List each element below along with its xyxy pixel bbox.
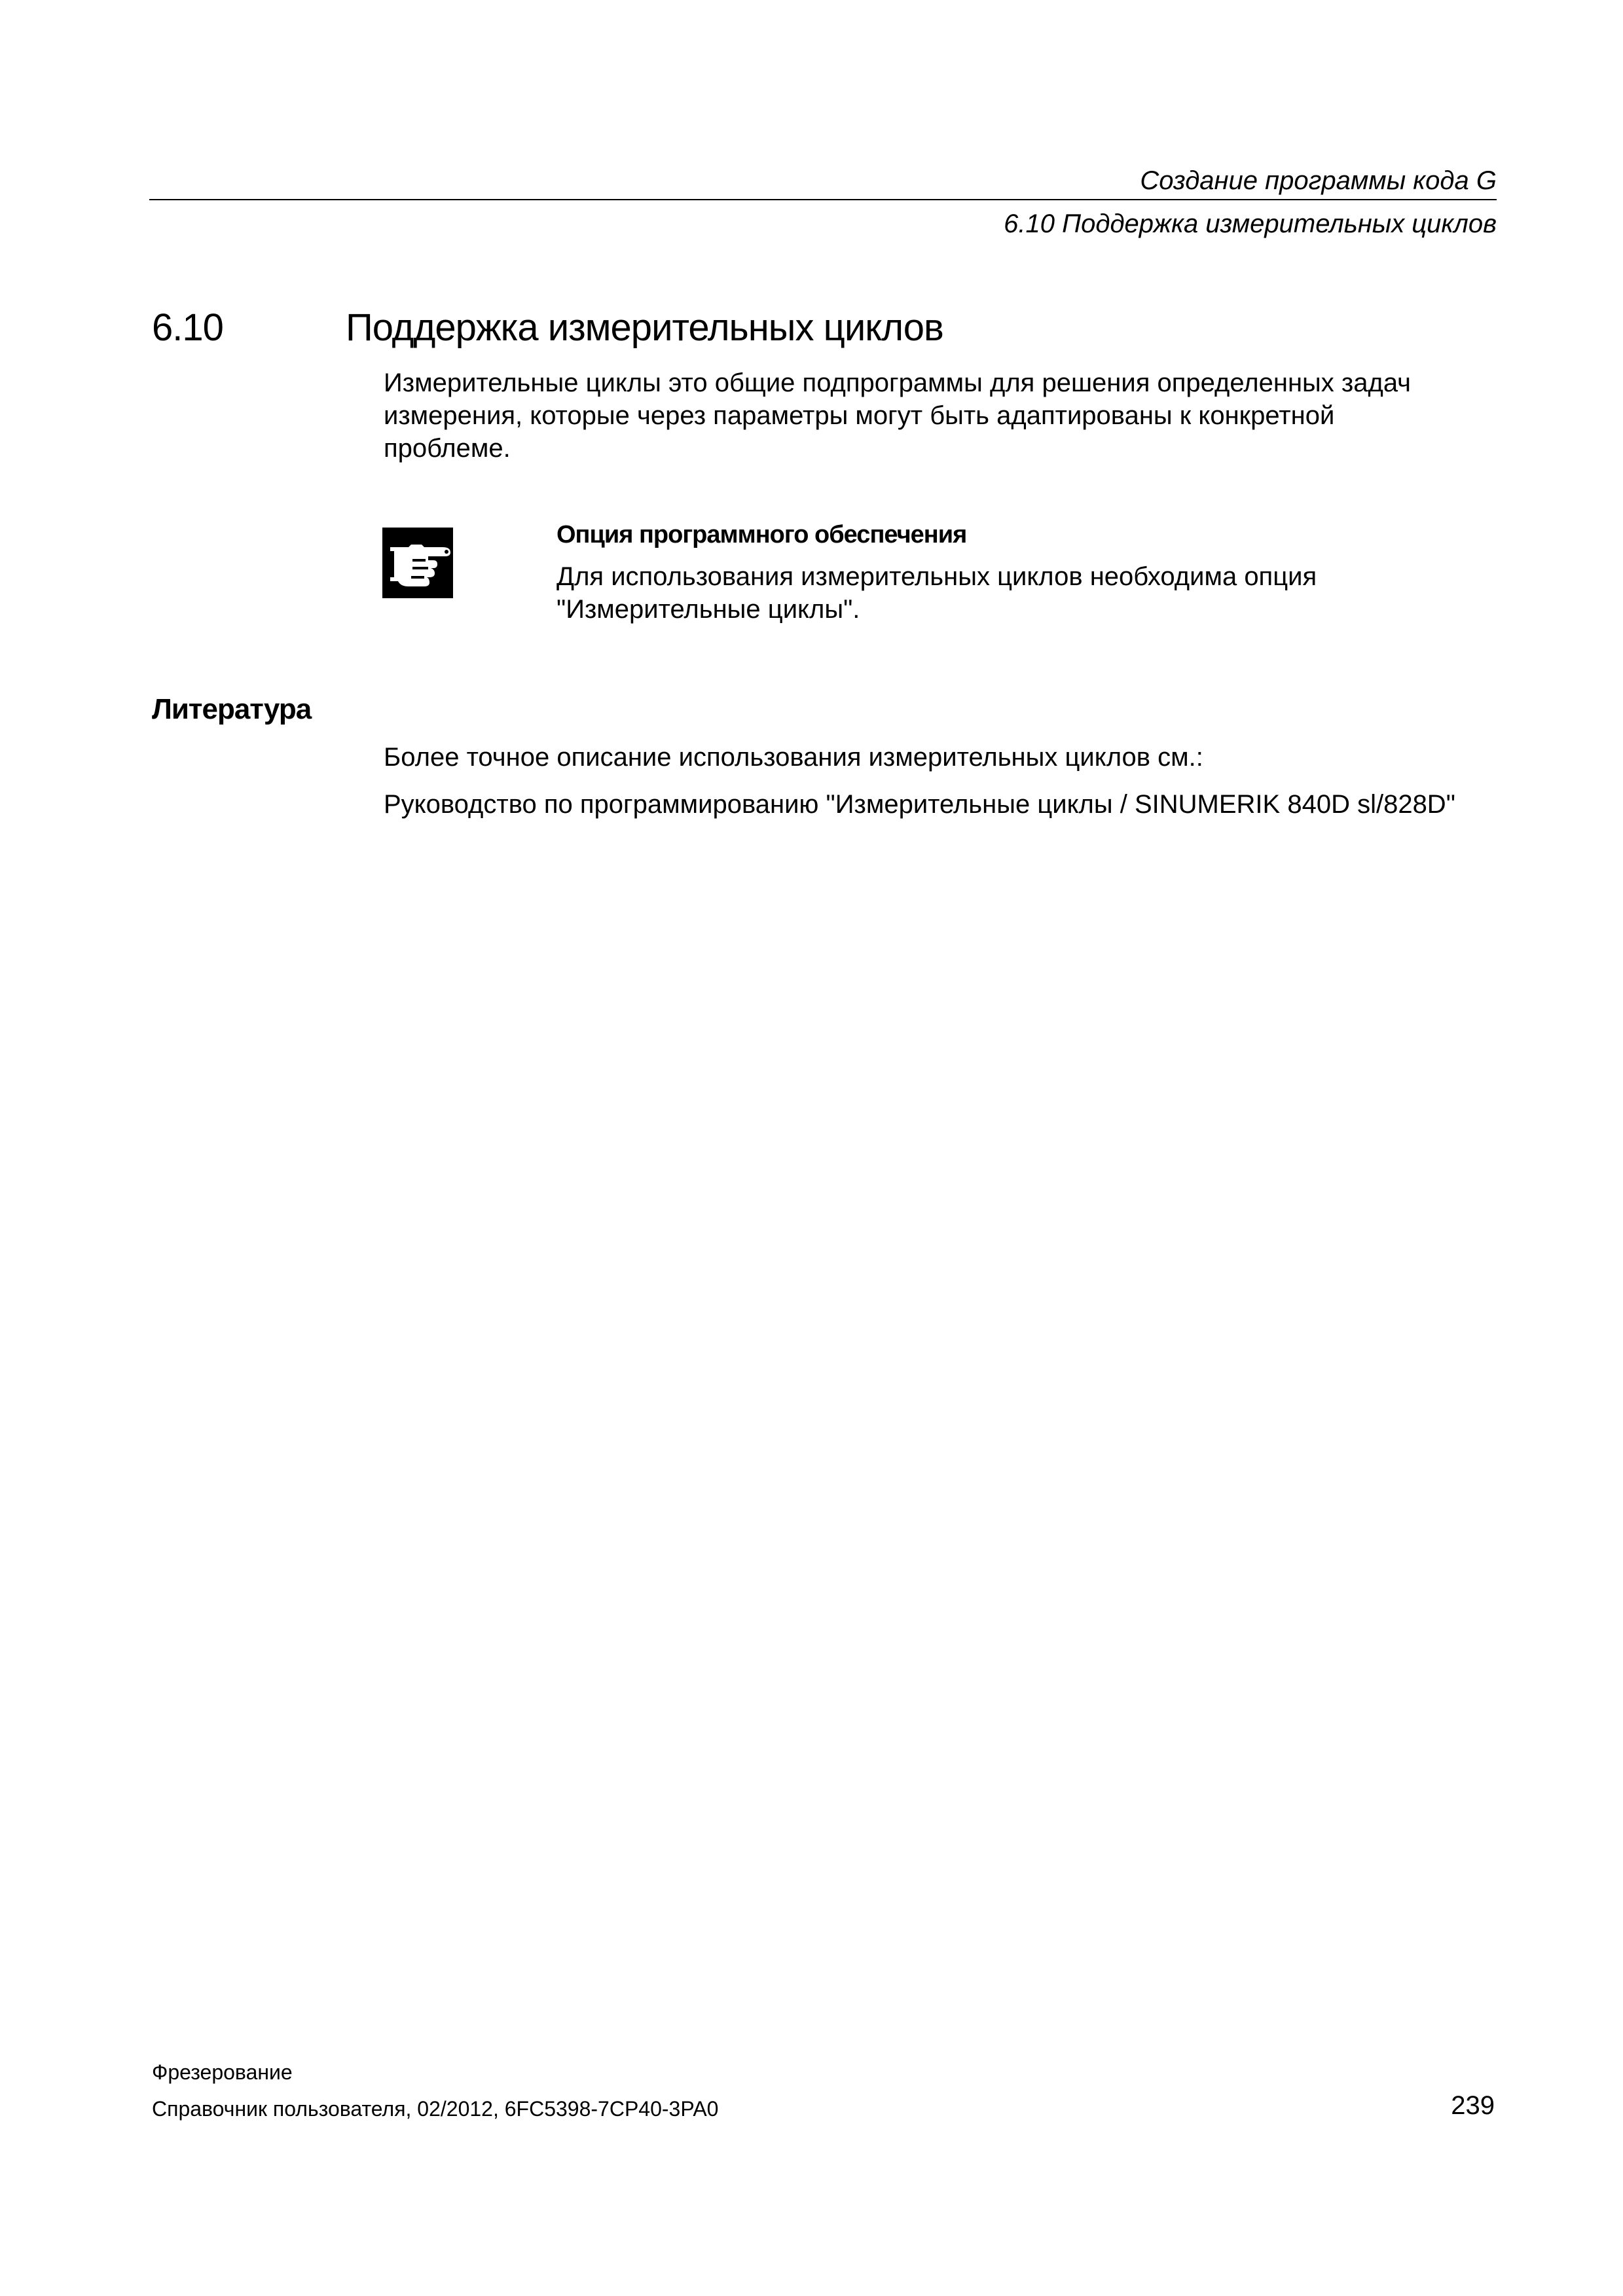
- section-title: Поддержка измерительных циклов: [346, 306, 943, 349]
- literature-heading: Литература: [152, 693, 312, 725]
- literature-reference: Руководство по программированию "Измерительные циклы / SINUMERIK 840D sl/828D": [384, 790, 1455, 819]
- note-text: [556, 560, 1499, 626]
- running-header-section: 6.10 Поддержка измерительных циклов: [1004, 209, 1497, 238]
- footer-product: Фрезерование: [152, 2060, 293, 2084]
- pointing-hand-icon: [382, 528, 453, 598]
- literature-paragraph: Более точное описание использования измерительных циклов см.:: [384, 743, 1203, 772]
- note-heading: Опция программного обеспечения: [556, 521, 967, 548]
- note-line: "Измерительные циклы".: [556, 595, 860, 624]
- page-number: 239: [1451, 2091, 1495, 2120]
- running-header: [149, 164, 1497, 241]
- note-line: Для использования измерительных циклов необходима опция: [556, 562, 1317, 591]
- footer-manual-info: Справочник пользователя, 02/2012, 6FC5398-7CP40-3PA0: [152, 2097, 719, 2121]
- intro-paragraph: [384, 367, 1510, 465]
- header-rule: [149, 199, 1497, 200]
- section-number: 6.10: [152, 306, 223, 349]
- running-header-chapter: Создание программы кода G: [1140, 166, 1497, 195]
- intro-line: Измерительные циклы это общие подпрограммы для решения определенных задач: [384, 368, 1412, 397]
- intro-line: измерения, которые через параметры могут быть адаптированы к конкретной: [384, 401, 1335, 430]
- intro-line: проблеме.: [384, 434, 511, 463]
